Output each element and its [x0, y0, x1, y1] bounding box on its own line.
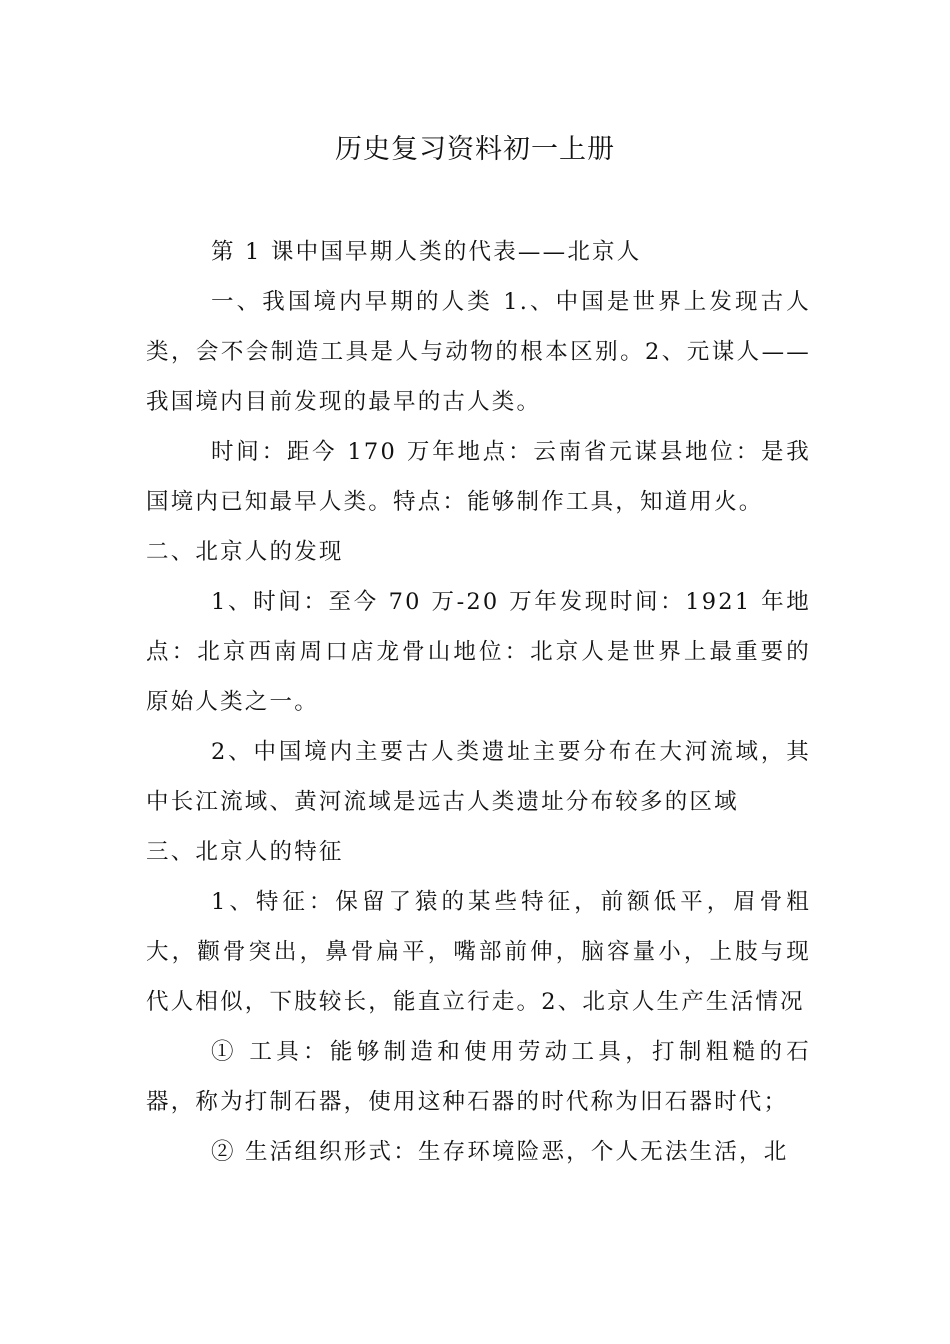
document-title: 历史复习资料初一上册: [335, 134, 615, 165]
document-body: [146, 227, 811, 1177]
sites-distribution-paragraph: 2、中国境内主要古人类遗址主要分布在大河流域，其中长江流域、黄河流域是远古人类遗址分布较多的区域: [146, 739, 811, 815]
peking-man-discovery-paragraph: 1、时间：至今 70 万-20 万年发现时间：1921 年地点：北京西南周口店龙骨山地位：北京人是世界上最重要的原始人类之一。: [146, 589, 811, 715]
lesson-heading: 第 1 课中国早期人类的代表——北京人: [211, 239, 642, 265]
section-two-heading: 二、北京人的发现: [146, 539, 344, 565]
yuanmou-details-paragraph: 时间：距今 170 万年地点：云南省元谋县地位：是我国境内已知最早人类。特点：能够制作工具，知道用火。: [146, 439, 811, 515]
tools-paragraph: ① 工具：能够制造和使用劳动工具，打制粗糙的石器，称为打制石器，使用这种石器的时代称为旧石器时代；: [146, 1039, 811, 1115]
section-one-paragraph: 一、我国境内早期的人类 1.、中国是世界上发现古人类，会不会制造工具是人与动物的根本区别。2、元谋人——我国境内目前发现的最早的古人类。: [146, 289, 811, 415]
features-paragraph: 1、特征：保留了猿的某些特征，前额低平，眉骨粗大，颧骨突出，鼻骨扁平，嘴部前伸，脑容量小，上肢与现代人相似，下肢较长，能直立行走。2、北京人生产生活情况: [146, 889, 811, 1015]
living-organization-paragraph: ② 生活组织形式：生存环境险恶，个人无法生活，北: [211, 1139, 789, 1165]
section-three-heading: 三、北京人的特征: [146, 839, 344, 865]
